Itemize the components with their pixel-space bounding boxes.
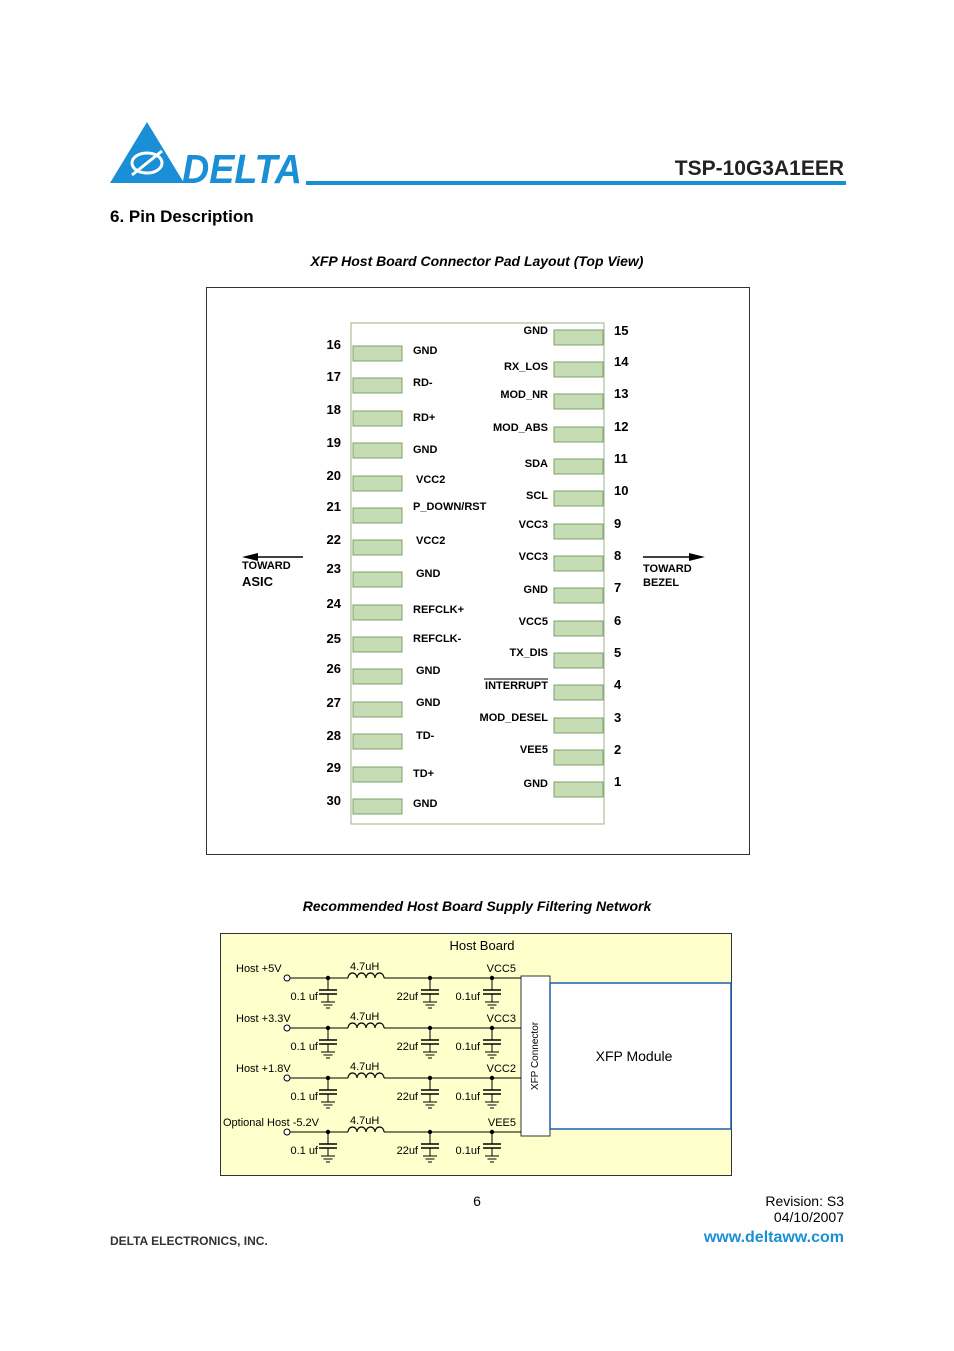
pin-label: GND (413, 345, 438, 357)
pin-label: VCC3 (518, 551, 548, 563)
pin-label: TD- (416, 730, 435, 742)
pad (554, 491, 603, 506)
capacitor-label: 0.1uf (455, 1041, 480, 1053)
pad (554, 556, 603, 571)
inductor-label: 4.7uH (350, 1115, 380, 1127)
rail-label: VCC5 (486, 963, 516, 975)
capacitor-label: 0.1uf (455, 1145, 480, 1157)
pin-number: 6 (614, 613, 622, 628)
pad (353, 443, 402, 458)
pin-label: VEE5 (519, 744, 548, 756)
website-link[interactable]: www.deltaww.com (703, 1229, 844, 1246)
pad (353, 799, 402, 814)
pad (353, 572, 402, 587)
host-supply-label: Host +3.3V (236, 1013, 291, 1025)
pin-number: 1 (614, 774, 622, 789)
toward-bezel-label: TOWARD (643, 563, 692, 575)
inductor-label: 4.7uH (350, 961, 380, 973)
pin-number: 3 (614, 710, 622, 725)
pad (554, 394, 603, 409)
capacitor-label: 0.1uf (455, 1091, 480, 1103)
pin-number: 13 (614, 386, 629, 401)
pin-number: 8 (614, 548, 622, 563)
capacitor-label: 22uf (396, 1041, 418, 1053)
section-heading: 6. Pin Description (110, 207, 254, 226)
pin-number: 15 (614, 323, 629, 338)
pad-layout-caption: XFP Host Board Connector Pad Layout (Top View) (310, 253, 644, 269)
terminal-icon (284, 1075, 290, 1081)
pin-label: VCC3 (518, 519, 548, 531)
pin-number: 27 (326, 695, 341, 710)
pad-layout-diagram (206, 287, 751, 856)
pin-label: MOD_DESEL (479, 712, 548, 724)
pin-number: 19 (326, 435, 341, 450)
revision-label: Revision: S3 (765, 1193, 844, 1209)
pin-number: 16 (326, 337, 341, 352)
pin-label: VCC2 (416, 535, 446, 547)
host-supply-label: Optional Host -5.2V (223, 1117, 319, 1129)
pad (554, 330, 603, 345)
pin-number: 30 (326, 793, 341, 808)
pad (353, 378, 402, 393)
pin-label: MOD_NR (500, 389, 548, 401)
pad (554, 653, 603, 668)
pin-number: 25 (326, 631, 341, 646)
pad (353, 605, 402, 620)
company-name: DELTA ELECTRONICS, INC. (110, 1234, 268, 1248)
pad (353, 411, 402, 426)
pad (353, 767, 402, 782)
rail-label: VCC2 (486, 1063, 516, 1075)
pin-label: GND (523, 325, 548, 337)
capacitor-label: 22uf (396, 1091, 418, 1103)
pin-number: 2 (614, 742, 622, 757)
pin-number: 28 (326, 728, 341, 743)
pad (554, 782, 603, 797)
pin-number: 23 (326, 561, 341, 576)
pin-label: REFCLK+ (413, 604, 465, 616)
asic-label: ASIC (242, 574, 274, 589)
pin-number: 22 (326, 532, 341, 547)
pin-label: SDA (524, 458, 548, 470)
pin-number: 29 (326, 760, 341, 775)
pad (554, 685, 603, 700)
pad (353, 669, 402, 684)
revision-date: 04/10/2007 (773, 1209, 844, 1225)
pad (353, 476, 402, 491)
pad (554, 718, 603, 733)
pin-label: RD+ (413, 412, 436, 424)
header-rule (306, 181, 846, 185)
pin-number: 14 (614, 354, 629, 369)
pad (554, 427, 603, 442)
pin-label: GND (523, 584, 548, 596)
inductor-label: 4.7uH (350, 1011, 380, 1023)
logo-wordmark: DELTA (182, 146, 302, 186)
filter-network-caption: Recommended Host Board Supply Filtering Network (302, 898, 652, 914)
pad (554, 588, 603, 603)
bezel-label: BEZEL (643, 577, 680, 589)
pad (353, 540, 402, 555)
toward-asic-label: TOWARD (242, 560, 291, 572)
rail-label: VCC3 (486, 1013, 516, 1025)
host-board-label: Host Board (449, 938, 515, 953)
page-number: 6 (473, 1193, 481, 1209)
pad (353, 734, 402, 749)
pin-number: 12 (614, 419, 629, 434)
pin-label: GND (413, 798, 438, 810)
pin-number: 24 (326, 596, 341, 611)
pin-label: GND (416, 665, 441, 677)
pin-label: INTERRUPT (485, 680, 548, 692)
pin-label: RX_LOS (503, 361, 548, 373)
capacitor-label: 0.1 uf (290, 1145, 318, 1157)
pin-number: 7 (614, 580, 622, 595)
revision-block (765, 1193, 844, 1225)
pin-label: GND (523, 778, 548, 790)
pin-label: GND (416, 697, 441, 709)
pad (353, 702, 402, 717)
inductor-label: 4.7uH (350, 1061, 380, 1073)
xfp-connector-label: XFP Connector (530, 1021, 541, 1091)
capacitor-label: 22uf (396, 1145, 418, 1157)
rail-label: VEE5 (487, 1117, 516, 1129)
capacitor-label: 22uf (396, 991, 418, 1003)
pin-label: GND (413, 444, 438, 456)
pin-number: 18 (326, 402, 341, 417)
pin-number: 20 (326, 468, 341, 483)
pin-label: P_DOWN/RST (413, 501, 487, 513)
pad (353, 346, 402, 361)
capacitor-label: 0.1 uf (290, 1041, 318, 1053)
pad (554, 524, 603, 539)
delta-logo (110, 122, 305, 186)
pin-number: 10 (614, 483, 629, 498)
pin-label: RD- (413, 377, 433, 389)
pin-label: REFCLK- (413, 633, 462, 645)
pin-label: MOD_ABS (492, 422, 548, 434)
pin-number: 21 (326, 499, 341, 514)
filter-network-diagram (220, 933, 733, 1178)
pad (554, 362, 603, 377)
capacitor-label: 0.1 uf (290, 991, 318, 1003)
pin-number: 9 (614, 516, 622, 531)
terminal-icon (284, 1025, 290, 1031)
pad (554, 621, 603, 636)
pin-number: 17 (326, 369, 341, 384)
capacitor-label: 0.1 uf (290, 1091, 318, 1103)
pin-label: SCL (526, 490, 548, 502)
pin-label: VCC5 (518, 616, 548, 628)
pad (353, 508, 402, 523)
pad (353, 637, 402, 652)
terminal-icon (284, 1129, 290, 1135)
pin-label: TX_DIS (509, 647, 548, 659)
capacitor-label: 0.1uf (455, 991, 480, 1003)
pin-number: 11 (614, 451, 628, 466)
pin-number: 26 (326, 661, 341, 676)
host-supply-label: Host +5V (236, 963, 282, 975)
document-number: TSP-10G3A1EER (674, 157, 844, 180)
terminal-icon (284, 975, 290, 981)
pin-label: GND (416, 568, 441, 580)
host-supply-label: Host +1.8V (236, 1063, 291, 1075)
pad (554, 750, 603, 765)
pin-label: VCC2 (416, 474, 446, 486)
xfp-module-label: XFP Module (595, 1048, 673, 1064)
pin-label: TD+ (413, 768, 435, 780)
pin-number: 4 (614, 677, 622, 692)
pad (554, 459, 603, 474)
pin-number: 5 (614, 645, 622, 660)
